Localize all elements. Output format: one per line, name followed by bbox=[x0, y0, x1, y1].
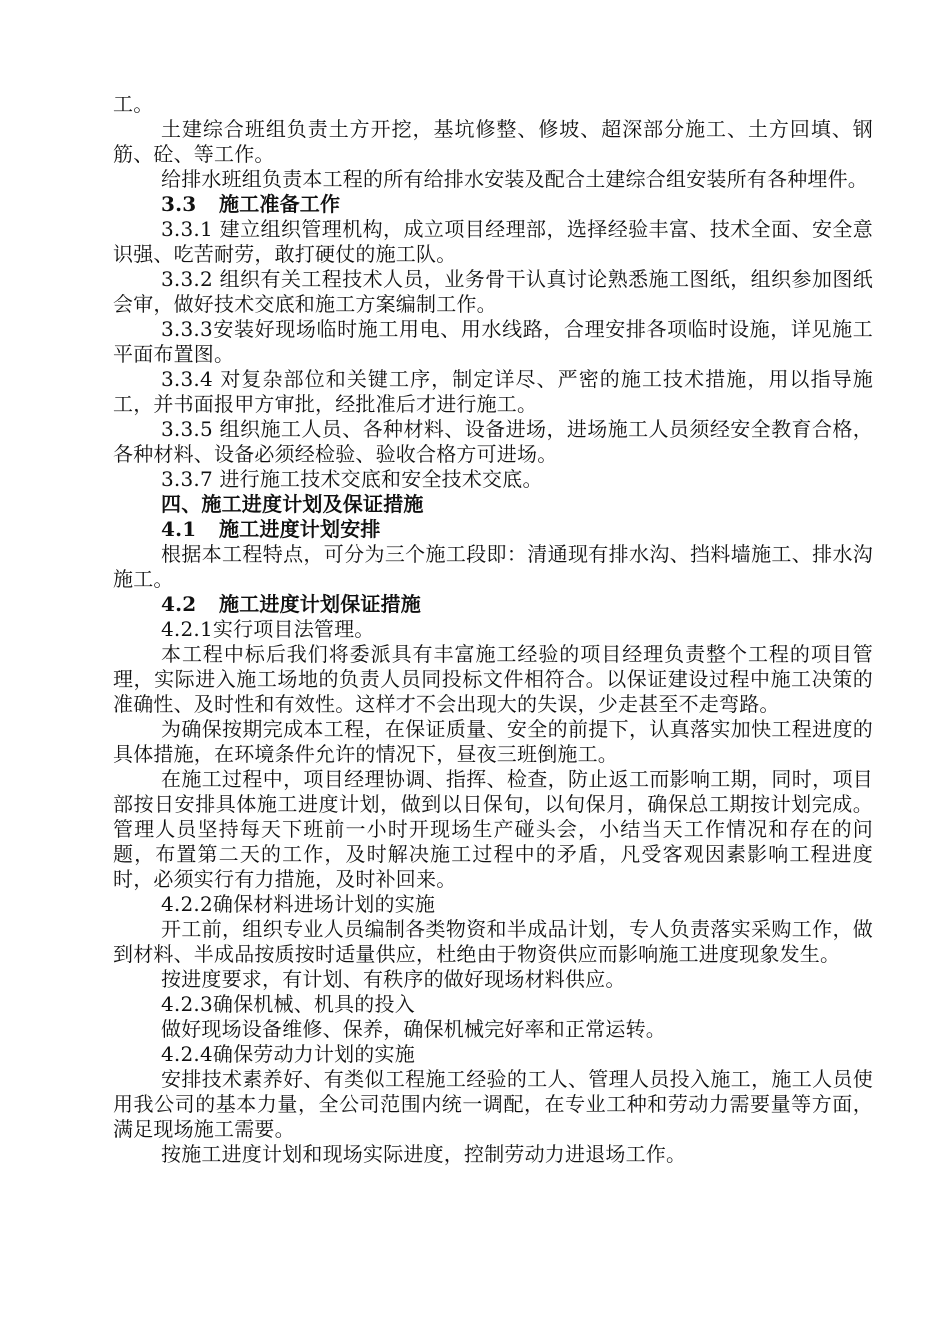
section-title: 施工准备工作 bbox=[219, 192, 341, 216]
section-heading bbox=[113, 492, 873, 517]
body-paragraph: 4.2.3确保机械、机具的投入 bbox=[161, 992, 415, 1016]
section-heading bbox=[113, 517, 873, 542]
body-paragraph: 按施工进度计划和现场实际进度，控制劳动力进退场工作。 bbox=[161, 1142, 687, 1166]
body-paragraph: 工。 bbox=[113, 92, 154, 116]
section-number: 3.3 bbox=[161, 192, 197, 216]
body-paragraph: 给排水班组负责本工程的所有给排水安装及配合土建综合组安装所有各种埋件。 bbox=[161, 167, 868, 191]
body-paragraph: 土建综合班组负责土方开挖，基坑修整、修坡、超深部分施工、土方回填、钢筋、砼、等工作。 bbox=[113, 117, 873, 166]
document-page bbox=[113, 92, 873, 1167]
body-paragraph: 3.3.2 组织有关工程技术人员，业务骨干认真讨论熟悉施工图纸，组织参加图纸会审，做好技术交底和施工方案编制工作。 bbox=[113, 267, 873, 316]
body-paragraph: 按进度要求，有计划、有秩序的做好现场材料供应。 bbox=[161, 967, 626, 991]
body-paragraph: 3.3.7 进行施工技术交底和安全技术交底。 bbox=[161, 467, 543, 491]
section-title: 四、施工进度计划及保证措施 bbox=[161, 492, 424, 516]
body-paragraph: 3.3.5 组织施工人员、各种材料、设备进场，进场施工人员须经安全教育合格，各种材料、设备必须经检验、验收合格方可进场。 bbox=[113, 417, 873, 466]
body-paragraph: 本工程中标后我们将委派具有丰富施工经验的项目经理负责整个工程的项目管理，实际进入施工场地的负责人员同投标文件相符合。以保证建设过程中施工决策的准确性、及时性和有效性。这样才不会出现大的失误，少走甚至不走弯路。 bbox=[113, 642, 873, 716]
body-paragraph: 做好现场设备维修、保养，确保机械完好率和正常运转。 bbox=[161, 1017, 666, 1041]
body-paragraph: 开工前，组织专业人员编制各类物资和半成品计划，专人负责落实采购工作，做到材料、半成品按质按时适量供应，杜绝由于物资供应而影响施工进度现象发生。 bbox=[113, 917, 873, 966]
section-number: 4.2 bbox=[161, 592, 197, 616]
body-paragraph: 在施工过程中，项目经理协调、指挥、检查，防止返工而影响工期，同时，项目部按日安排具体施工进度计划，做到以日保旬，以旬保月，确保总工期按计划完成。管理人员坚持每天下班前一小时开现场生产碰头会，小结当天工作情况和存在的问题，布置第二天的工作，及时解决施工过程中的矛盾，凡受客观因素影响工程进度时，必须实行有力措施，及时补回来。 bbox=[113, 767, 873, 891]
section-heading bbox=[113, 592, 873, 617]
body-paragraph: 安排技术素养好、有类似工程施工经验的工人、管理人员投入施工，施工人员使用我公司的基本力量，全公司范围内统一调配，在专业工种和劳动力需要量等方面，满足现场施工需要。 bbox=[113, 1067, 873, 1141]
body-paragraph: 4.2.1实行项目法管理。 bbox=[161, 617, 375, 641]
body-paragraph: 4.2.2确保材料进场计划的实施 bbox=[161, 892, 436, 916]
body-paragraph: 根据本工程特点，可分为三个施工段即：清通现有排水沟、挡料墙施工、排水沟施工。 bbox=[113, 542, 873, 591]
body-paragraph: 3.3.3安装好现场临时施工用电、用水线路，合理安排各项临时设施，详见施工平面布置图。 bbox=[113, 317, 873, 366]
section-title: 施工进度计划安排 bbox=[219, 517, 381, 541]
section-title: 施工进度计划保证措施 bbox=[219, 592, 421, 616]
body-paragraph: 4.2.4确保劳动力计划的实施 bbox=[161, 1042, 415, 1066]
body-paragraph: 3.3.1 建立组织管理机构，成立项目经理部，选择经验丰富、技术全面、安全意识强、吃苦耐劳，敢打硬仗的施工队。 bbox=[113, 217, 873, 266]
section-number: 4.1 bbox=[161, 517, 197, 541]
body-paragraph: 3.3.4 对复杂部位和关键工序，制定详尽、严密的施工技术措施，用以指导施工，并书面报甲方审批，经批准后才进行施工。 bbox=[113, 367, 873, 416]
body-paragraph: 为确保按期完成本工程，在保证质量、安全的前提下，认真落实加快工程进度的具体措施，在环境条件允许的情况下，昼夜三班倒施工。 bbox=[113, 717, 873, 766]
section-heading bbox=[113, 192, 873, 217]
